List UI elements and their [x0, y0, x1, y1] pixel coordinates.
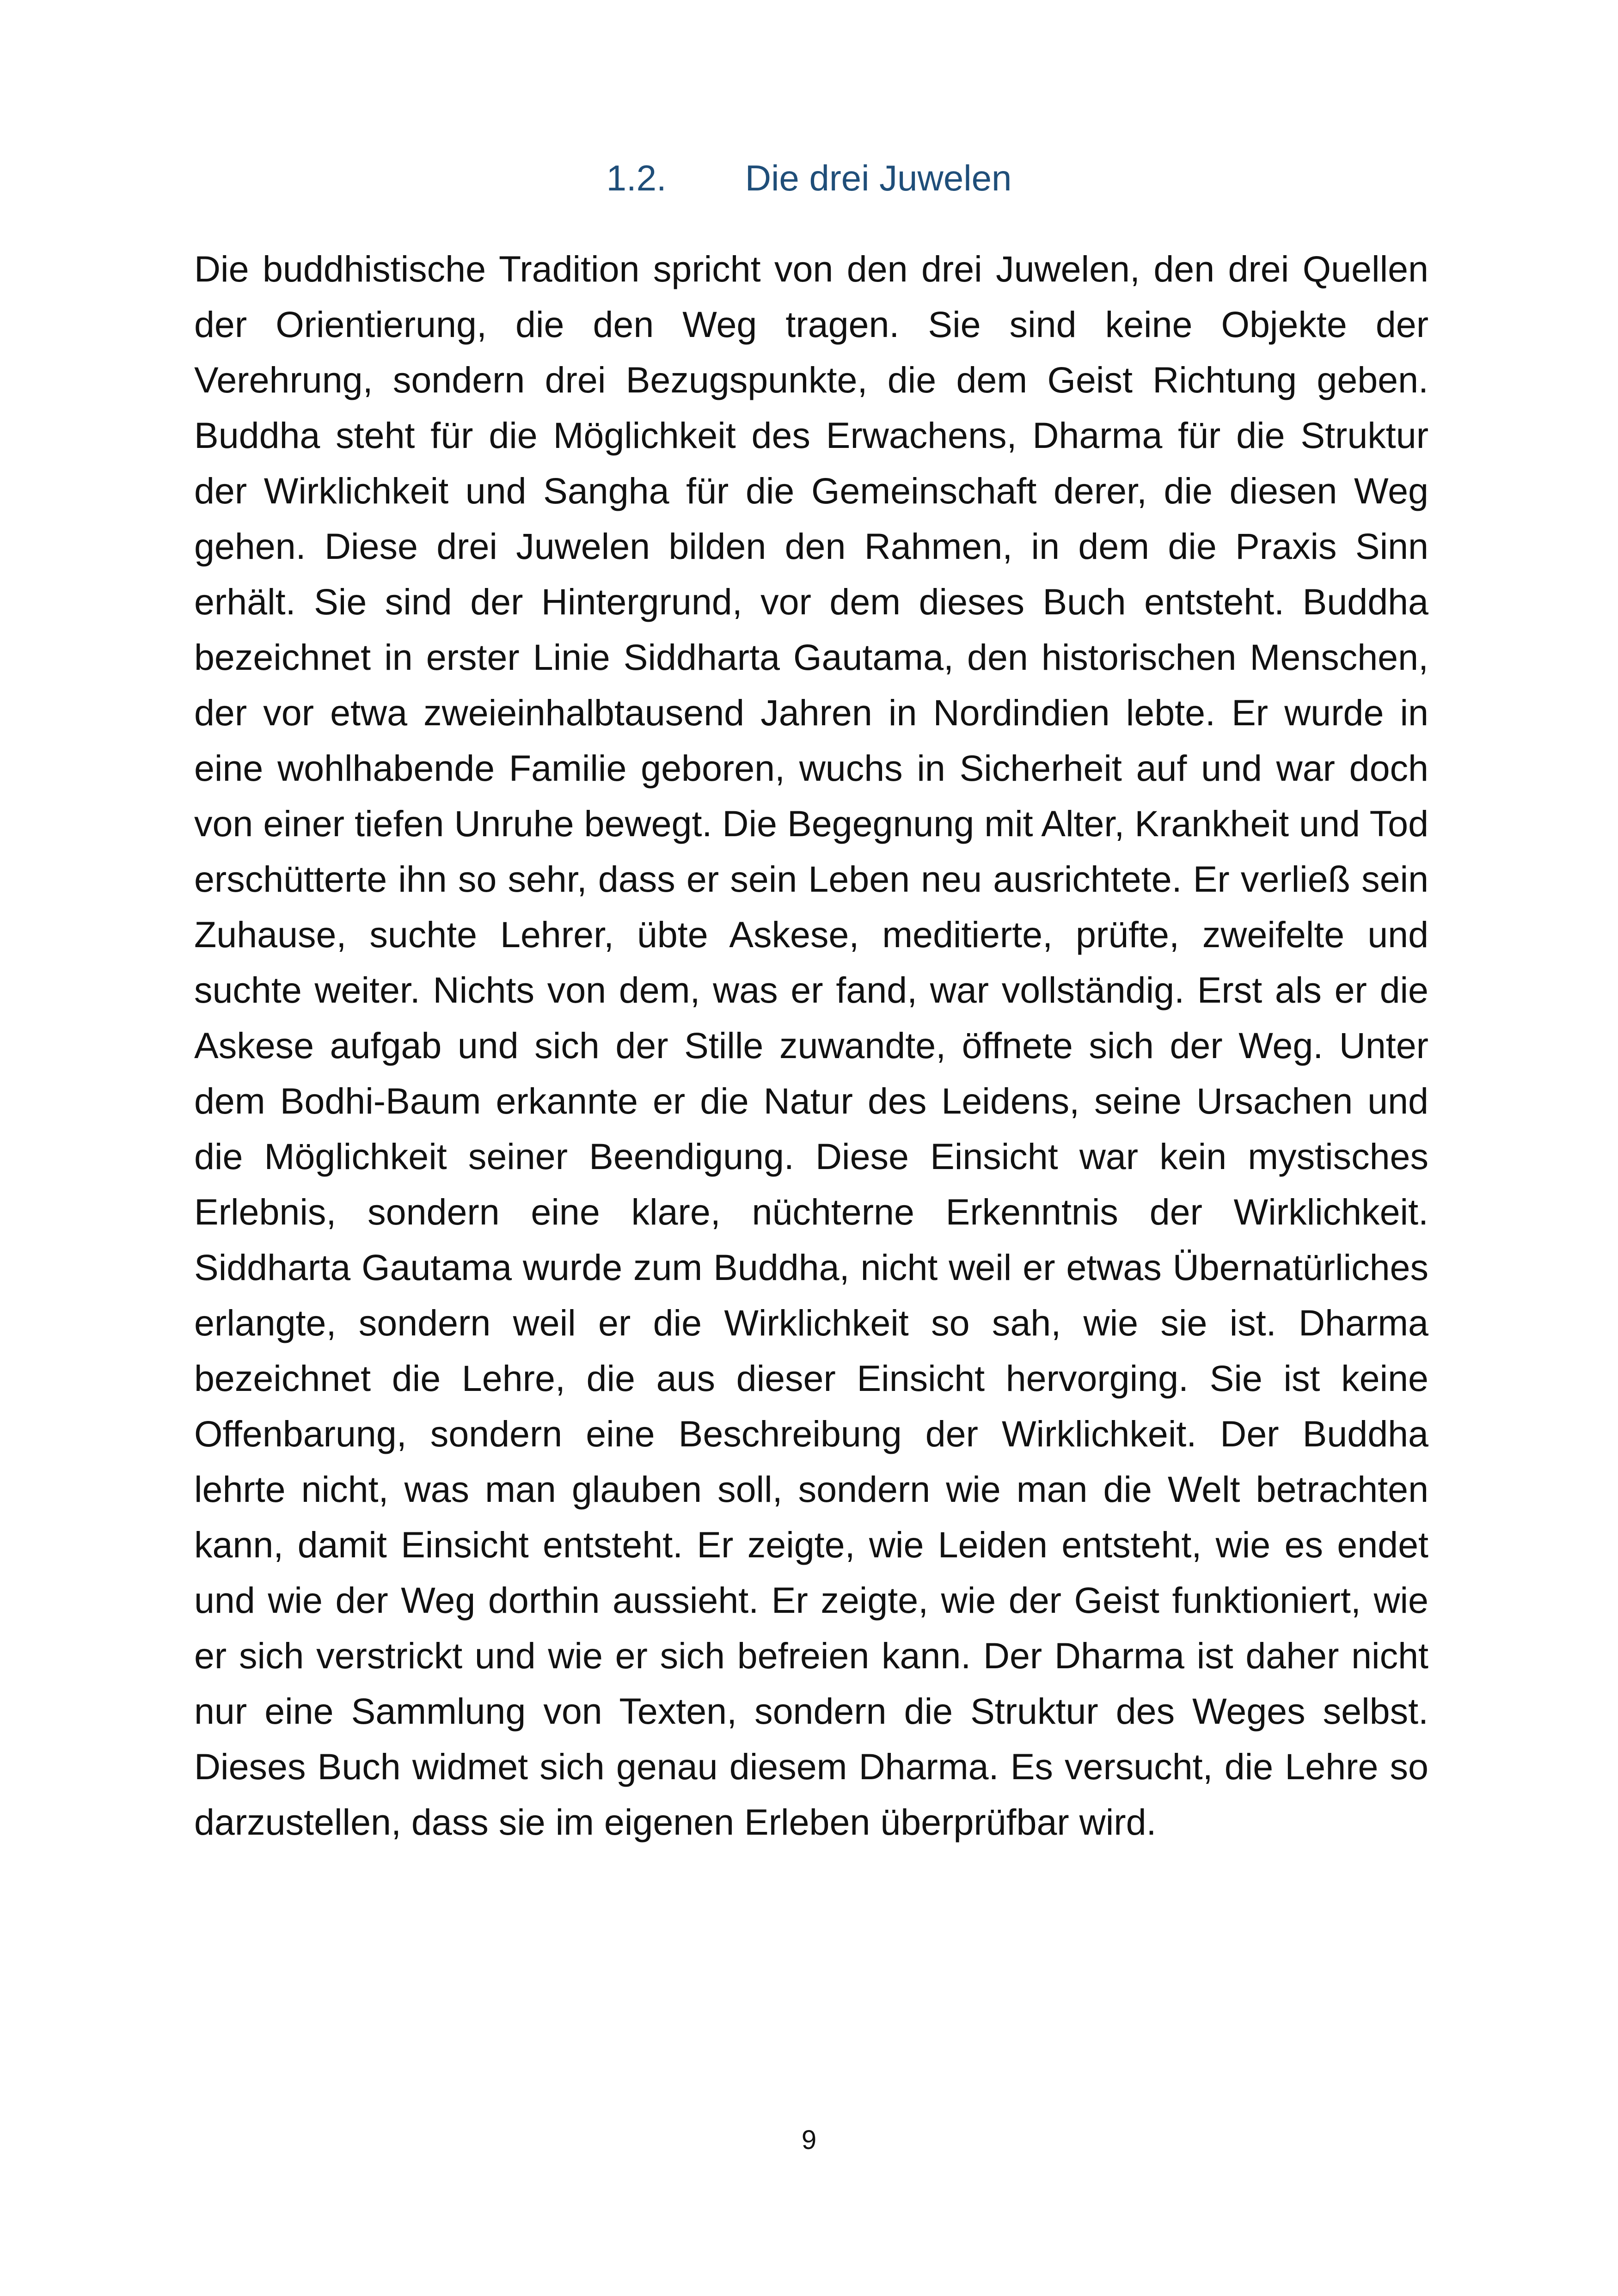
body-paragraph: Die buddhistische Tradition spricht von den drei Juwelen, den drei Quellen der Orientierung, die den Weg tragen. Sie sind keine Objekte der Verehrung, sondern drei Bezugspunkte, die dem Geist Richtung geben. Buddha steht für die Möglichkeit des Erwachens, Dharma für die Struktur der Wirklichkeit und Sangha für die Gemeinschaft derer, die diesen Weg gehen. Diese drei Juwelen bilden den Rahmen, in dem die Praxis Sinn erhält. Sie sind der Hintergrund, vor dem dieses Buch entsteht. Buddha bezeichnet in erster Linie Siddharta Gautama, den historischen Menschen, der vor etwa zweieinhalbtausend Jahren in Nordindien lebte. Er wurde in eine wohlhabende Familie geboren, wuchs in Sicherheit auf und war doch von einer tiefen Unruhe bewegt. Die Begegnung mit Alter, Krankheit und Tod erschütterte ihn so sehr, dass er sein Leben neu ausrichtete. Er verließ sein Zuhause, suchte Lehrer, übte Askese, meditierte, prüfte, zweifelte und suchte weiter. Nichts von dem, was er fand, war vollständig. Erst als er die Askese aufgab und sich der Stille zuwandte, öffnete sich der Weg. Unter dem Bodhi-Baum erkannte er die Natur des Leidens, seine Ursachen und die Möglichkeit seiner Beendigung. Diese Einsicht war kein mystisches Erlebnis, sondern eine klare, nüchterne Erkenntnis der Wirklichkeit. Siddharta Gautama wurde zum Buddha, nicht weil er etwas Übernatürliches erlangte, sondern weil er die Wirklichkeit so sah, wie sie ist. Dharma bezeichnet die Lehre, die aus dieser Einsicht hervorging. Sie ist keine Offenbarung, sondern eine Beschreibung der Wirklichkeit. Der Buddha lehrte nicht, was man glauben soll, sondern wie man die Welt betrachten kann, damit Einsicht entsteht. Er zeigte, wie Leiden entsteht, wie es endet und wie der Weg dorthin aussieht. Er zeigte, wie der Geist funktioniert, wie er sich verstrickt und wie er sich befreien kann. Der Dharma ist daher nicht nur eine Sammlung von Texten, sondern die Struktur des Weges selbst. Dieses Buch widmet sich genau diesem Dharma. Es versucht, die Lehre so darzustellen, dass sie im eigenen Erleben überprüfbar wird.	[194, 248, 1428, 1843]
page-number: 9	[801, 2125, 817, 2155]
section-title: Die drei Juwelen	[745, 158, 1012, 198]
section-heading	[0, 153, 1618, 203]
section-number: 1.2.	[606, 158, 667, 198]
